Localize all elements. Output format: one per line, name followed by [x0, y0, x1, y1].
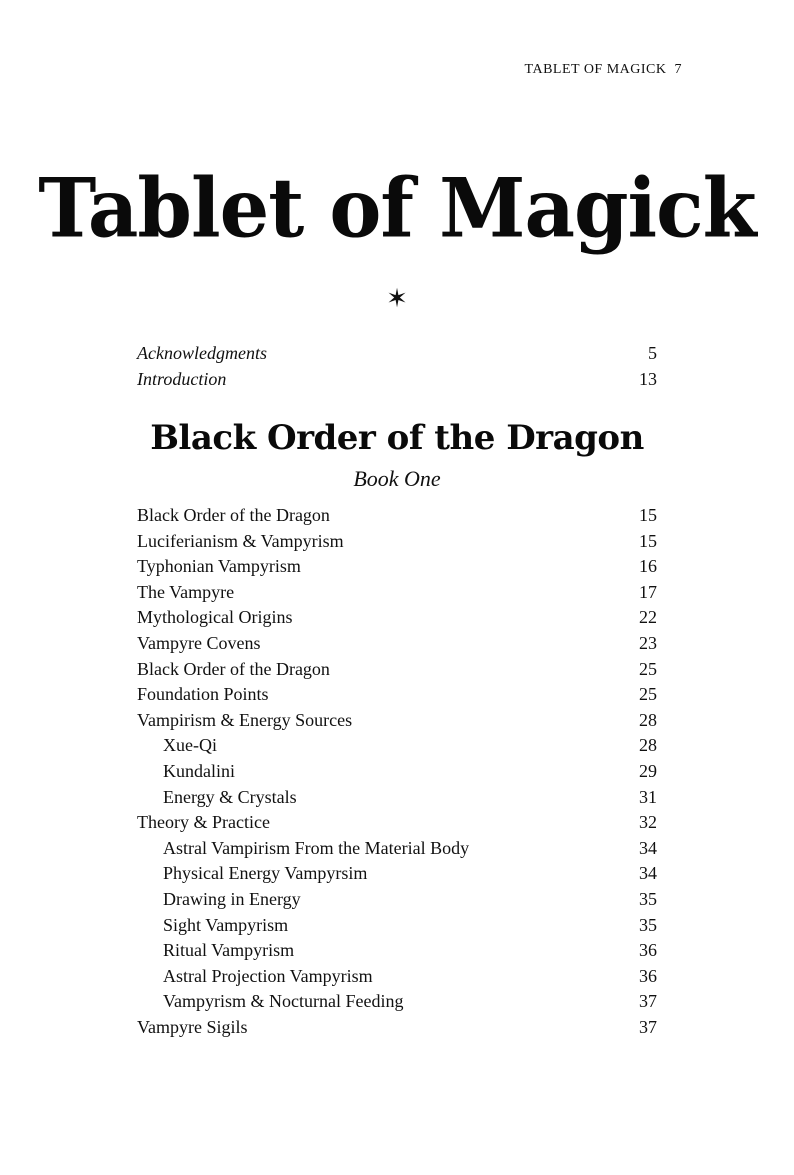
toc-entry-label: Energy & Crystals — [163, 786, 297, 807]
toc-entry-page: 25 — [639, 658, 657, 679]
toc-entry[interactable] — [137, 810, 657, 836]
toc-subentry[interactable] — [137, 913, 657, 939]
toc-entry-acknowledgments[interactable] — [137, 341, 657, 367]
section-subheading: Book One — [353, 466, 441, 491]
toc-entry[interactable] — [137, 554, 657, 580]
toc-entry-label: Foundation Points — [137, 684, 269, 705]
toc-entry-label: Vampyre Sigils — [137, 1016, 248, 1037]
toc-entry-label: Astral Vampirism From the Material Body — [163, 837, 470, 858]
toc-entry-label: Introduction — [137, 368, 227, 389]
toc-entry-label: Vampyrism & Nocturnal Feeding — [163, 991, 404, 1012]
toc-subentry[interactable] — [137, 989, 657, 1015]
toc-entry-page: 34 — [639, 837, 657, 858]
toc-entry-page: 25 — [639, 684, 657, 705]
toc-entry[interactable] — [137, 580, 657, 606]
page-title: Tablet of Magick — [38, 160, 756, 257]
toc-entry-label: Acknowledgments — [137, 343, 267, 363]
star-ornament-icon: ✶ — [386, 284, 408, 313]
toc-entry-page: 28 — [639, 735, 657, 756]
toc-entry-page: 32 — [639, 812, 657, 833]
toc-entry-label: Black Order of the Dragon — [137, 658, 330, 679]
toc-subentry[interactable] — [137, 759, 657, 785]
toc-entry-label: Mythological Origins — [137, 607, 293, 628]
toc-entry-page: 37 — [639, 991, 657, 1012]
running-head — [525, 62, 682, 78]
toc-entry-page: 22 — [639, 607, 657, 628]
toc-entry[interactable] — [137, 682, 657, 708]
toc-entry-label: Xue-Qi — [163, 735, 217, 756]
toc-entry[interactable] — [137, 605, 657, 631]
toc-entry-page: 35 — [639, 888, 657, 909]
toc-entry[interactable] — [137, 657, 657, 683]
toc-entry-label: Luciferianism & Vampyrism — [137, 530, 344, 551]
toc-entry-page: 13 — [639, 368, 657, 389]
toc-subentry[interactable] — [137, 785, 657, 811]
toc-entry-page: 23 — [639, 632, 657, 653]
toc-entry-page: 15 — [639, 505, 657, 525]
toc-entry-page: 37 — [639, 1016, 657, 1037]
toc-entry-page: 15 — [639, 530, 657, 551]
toc-entry[interactable] — [137, 1015, 657, 1041]
toc-entry-label: Vampyre Covens — [137, 632, 261, 653]
toc-entry[interactable] — [137, 529, 657, 555]
book-one-toc-list — [137, 503, 657, 1040]
toc-subentry[interactable] — [137, 733, 657, 759]
toc-subentry[interactable] — [137, 861, 657, 887]
toc-entry-label: Kundalini — [163, 760, 235, 781]
toc-entry[interactable] — [137, 631, 657, 657]
toc-entry-label: Theory & Practice — [137, 812, 270, 833]
toc-entry-page: 35 — [639, 914, 657, 935]
toc-subentry[interactable] — [137, 938, 657, 964]
toc-subentry[interactable] — [137, 836, 657, 862]
toc-entry-label: Sight Vampyrism — [163, 914, 289, 935]
toc-entry-label: Typhonian Vampyrism — [137, 556, 301, 577]
toc-entry-page: 16 — [639, 556, 657, 577]
toc-entry-page: 17 — [639, 581, 657, 602]
toc-entry-label: Ritual Vampyrism — [163, 940, 295, 961]
page-number: 7 — [674, 62, 682, 77]
toc-entry-page: 5 — [648, 343, 657, 363]
toc-entry-label: Astral Projection Vampyrism — [163, 965, 373, 986]
toc-entry-page: 34 — [639, 863, 657, 884]
toc-entry-label: Physical Energy Vampyrsim — [163, 863, 368, 884]
toc-entry[interactable] — [137, 503, 657, 529]
toc-subentry[interactable] — [137, 964, 657, 990]
toc-entry-page: 36 — [639, 965, 657, 986]
front-matter-list — [137, 341, 657, 392]
running-head-title: TABLET OF MAGICK — [524, 62, 667, 77]
toc-entry[interactable] — [137, 708, 657, 734]
toc-entry-page: 29 — [639, 760, 657, 781]
toc-entry-label: Black Order of the Dragon — [137, 505, 330, 525]
toc-entry-label: Vampirism & Energy Sources — [137, 709, 353, 730]
section-heading: Black Order of the Dragon — [150, 418, 644, 458]
toc-entry-page: 31 — [639, 786, 657, 807]
toc-entry-page: 36 — [639, 940, 657, 961]
toc-entry-label: Drawing in Energy — [163, 888, 301, 909]
toc-entry-page: 28 — [639, 709, 657, 730]
toc-entry-label: The Vampyre — [137, 581, 235, 602]
toc-subentry[interactable] — [137, 887, 657, 913]
toc-entry-introduction[interactable] — [137, 367, 657, 393]
